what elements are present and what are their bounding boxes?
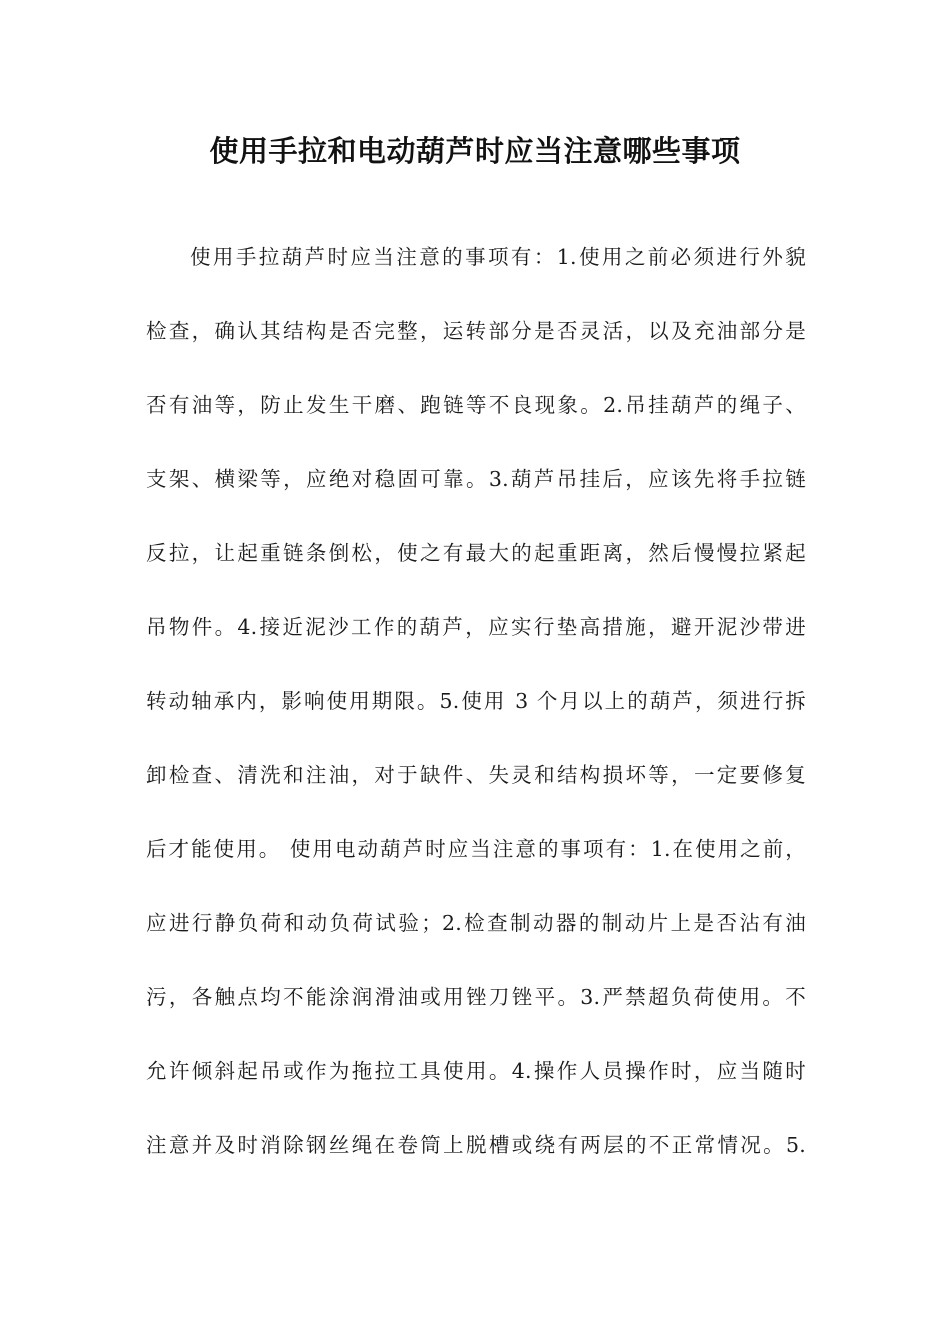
body-line-13: 注意并及时消除钢丝绳在卷筒上脱槽或绕有两层的不正常情况。5. <box>146 1133 806 1157</box>
document-title: 使用手拉和电动葫芦时应当注意哪些事项 <box>209 134 741 168</box>
document-body <box>146 238 806 1200</box>
body-line-6: 吊物件。4.接近泥沙工作的葫芦，应实行垫高措施，避开泥沙带进 <box>146 615 806 639</box>
body-line-4: 支架、横梁等，应绝对稳固可靠。3.葫芦吊挂后，应该先将手拉链 <box>146 467 806 491</box>
body-line-5: 反拉，让起重链条倒松，使之有最大的起重距离，然后慢慢拉紧起 <box>146 541 806 565</box>
body-line-11: 污，各触点均不能涂润滑油或用锉刀锉平。3.严禁超负荷使用。不 <box>146 985 806 1009</box>
body-line-3: 否有油等，防止发生干磨、跑链等不良现象。2.吊挂葫芦的绳子、 <box>146 393 806 417</box>
body-line-7: 转动轴承内，影响使用期限。5.使用 3 个月以上的葫芦，须进行拆 <box>146 689 806 713</box>
body-line-10: 应进行静负荷和动负荷试验；2.检查制动器的制动片上是否沾有油 <box>146 911 806 935</box>
body-line-12: 允许倾斜起吊或作为拖拉工具使用。4.操作人员操作时，应当随时 <box>146 1059 806 1083</box>
body-line-1: 使用手拉葫芦时应当注意的事项有：1.使用之前必须进行外貌 <box>190 245 806 269</box>
body-line-9: 后才能使用。 使用电动葫芦时应当注意的事项有：1.在使用之前， <box>146 837 806 861</box>
body-line-2: 检查，确认其结构是否完整，运转部分是否灵活，以及充油部分是 <box>146 319 806 343</box>
body-line-8: 卸检查、清洗和注油，对于缺件、失灵和结构损坏等，一定要修复 <box>146 763 806 787</box>
